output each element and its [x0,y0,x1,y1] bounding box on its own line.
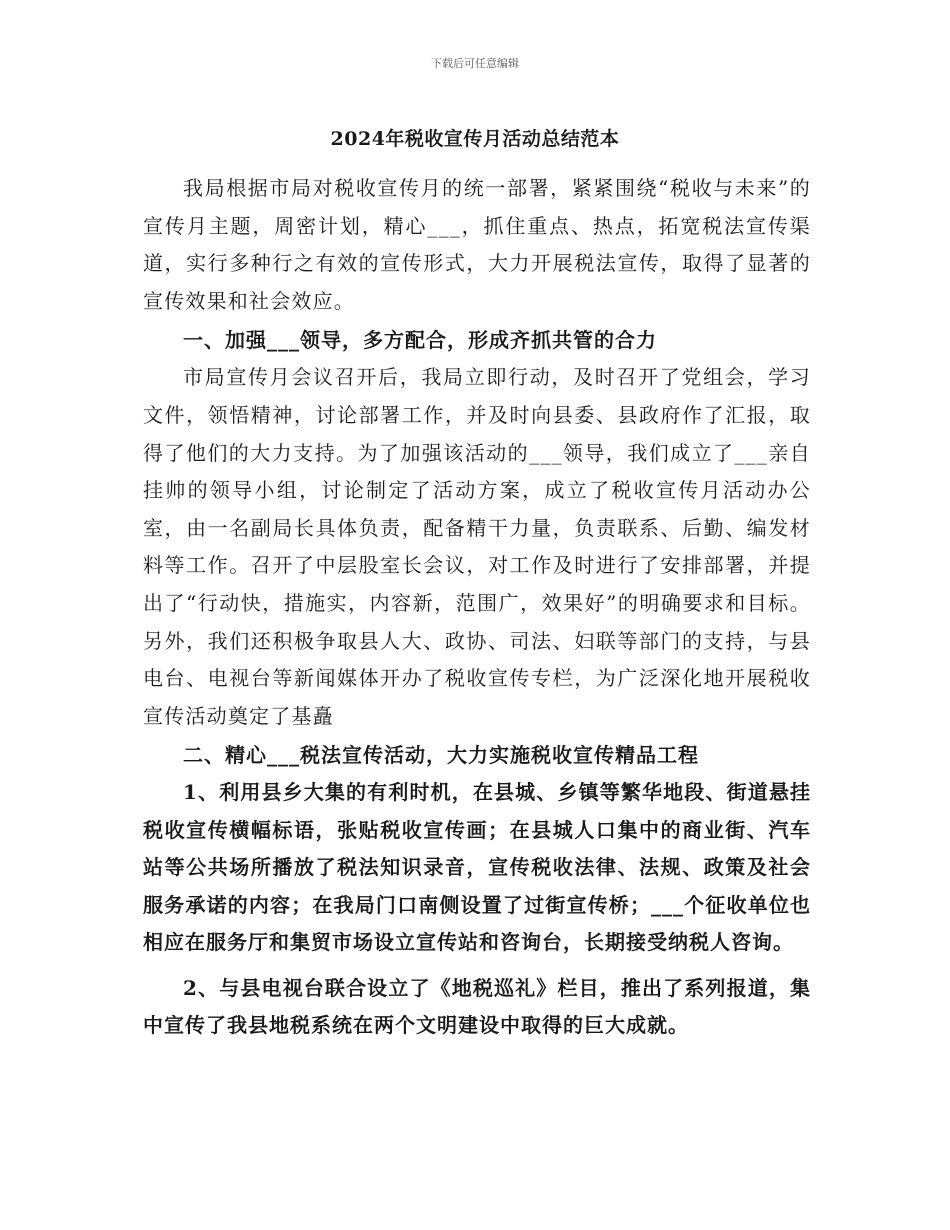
item1-paragraph: 1、利用县乡大集的有利时机，在县城、乡镇等繁华地段、街道悬挂税收宣传横幅标语，张贴税收宣传画；在县城人口集中的商业街、汽车站等公共场所播放了税法知识录音，宣传税收法律、法规、政策及社会服务承诺的内容；在我局门口南侧设置了过街宣传桥；___个征收单位也相应在服务厅和集贸市场设立宣传站和咨询台，长期接受纳税人咨询。 [143,780,811,955]
section1-paragraph: 市局宣传月会议召开后，我局立即行动，及时召开了党组会，学习文件，领悟精神，讨论部署工作，并及时向县委、县政府作了汇报，取得了他们的大力支持。为了加强该活动的___领导，我们成立了___亲自挂帅的领导小组，讨论制定了活动方案，成立了税收宣传月活动办公室，由一名副局长具体负责，配备精干力量，负责联系、后勤、编发材料等工作。召开了中层股室长会议，对工作及时进行了安排部署，并提出了“行动快，措施实，内容新，范围广，效果好”的明确要求和目标。另外，我们还积极争取县人大、政协、司法、妇联等部门的支持，与县电台、电视台等新闻媒体开办了税收宣传专栏，为广泛深化地开展税收宣传活动奠定了基矗 [143,365,811,728]
header-note: 下载后可任意编辑 [431,57,519,70]
item2-paragraph: 2、与县电视台联合设立了《地税巡礼》栏目，推出了系列报道，集中宣传了我县地税系统在两个文明建设中取得的巨大成就。 [143,975,811,1038]
document-title: 2024年税收宣传月活动总结范本 [330,128,620,150]
intro-paragraph: 我局根据市局对税收宣传月的统一部署，紧紧围绕“税收与未来”的宣传月主题，周密计划，精心___，抓住重点、热点，拓宽税法宣传渠道，实行多种行之有效的宣传形式，大力开展税法宣传，取得了显著的宣传效果和社会效应。 [143,176,811,313]
document-body [143,170,811,1045]
section2-heading: 二、精心___税法宣传活动，大力实施税收宣传精品工程 [183,743,699,768]
section1-heading: 一、加强___领导，多方配合，形成齐抓共管的合力 [183,328,657,353]
